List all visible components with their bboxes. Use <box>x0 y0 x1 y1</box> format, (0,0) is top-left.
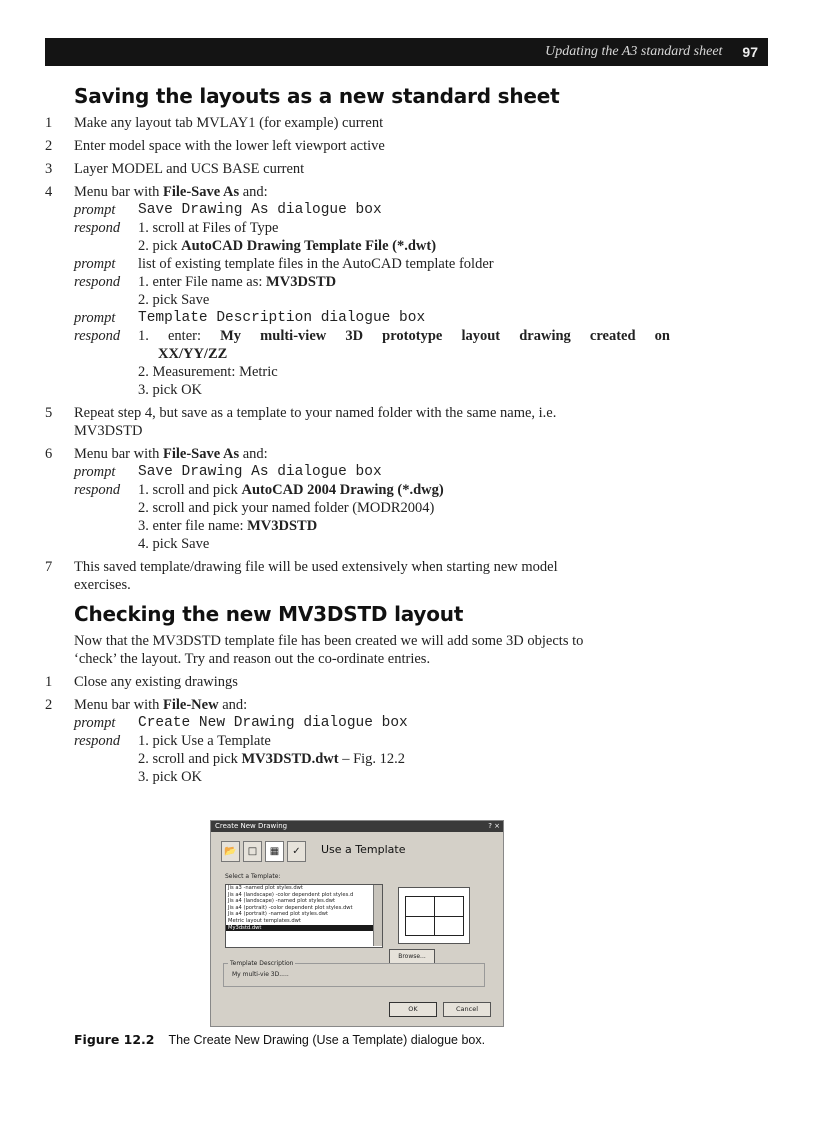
menu-command: File-New <box>163 697 219 713</box>
respond-bold: AutoCAD 2004 Drawing (*.dwg) <box>241 482 444 498</box>
page-content <box>45 84 670 791</box>
template-listbox[interactable] <box>225 884 383 948</box>
use-wizard-icon[interactable]: ✓ <box>287 841 306 862</box>
dialog-controls[interactable]: ? × <box>488 822 500 830</box>
section-heading-checking: Checking the new MV3DSTD layout <box>74 602 464 626</box>
respond-text: 1. scroll at Files of Type <box>138 220 279 236</box>
step-text: Layer MODEL and UCS BASE current <box>74 161 305 177</box>
listbox-scrollbar[interactable] <box>373 885 382 946</box>
respond-text: 1. pick Use a Template <box>138 733 271 749</box>
step-text: Close any existing drawings <box>74 674 238 690</box>
page-number: 97 <box>742 44 758 60</box>
start-from-scratch-icon[interactable]: □ <box>243 841 262 862</box>
step-text: MV3DSTD <box>74 423 143 439</box>
check-step-1 <box>45 673 670 691</box>
paragraph-line: ‘check’ the layout. Try and reason out the co-ordinate entries. <box>74 651 431 667</box>
respond-text: 1. enter File name as: <box>138 274 267 290</box>
step-text: Make any layout tab MVLAY1 (for example) current <box>74 115 384 131</box>
respond-text: 4. pick Save <box>138 536 210 552</box>
browse-button[interactable]: Browse... <box>389 949 435 964</box>
respond-bold: AutoCAD Drawing Template File (*.dwt) <box>181 238 437 254</box>
dialog-title: Create New Drawing <box>215 822 288 830</box>
prompt-label: prompt <box>74 310 116 326</box>
prompt-text: Create New Drawing dialogue box <box>138 715 408 731</box>
step-number: 6 <box>45 446 53 462</box>
menu-command: File-Save As <box>163 184 240 200</box>
prompt-text: Template Description dialogue box <box>138 310 426 326</box>
respond-label: respond <box>74 328 121 344</box>
step-text: and: <box>239 446 268 462</box>
description-value: My multi-vie 3D..... <box>232 971 289 978</box>
respond-text: 2. scroll and pick your named folder (MODR2004) <box>138 500 435 516</box>
header-title: Updating the A3 standard sheet <box>545 44 723 59</box>
open-drawing-icon[interactable]: 📂 <box>221 841 240 862</box>
respond-label: respond <box>74 274 121 290</box>
respond-text: 3. pick OK <box>138 382 203 398</box>
running-header <box>45 38 768 66</box>
section-heading-saving: Saving the layouts as a new standard sheet <box>74 84 560 108</box>
prompt-label: prompt <box>74 202 116 218</box>
dialog-title-bar <box>211 821 503 832</box>
respond-text: 3. enter file name: <box>138 518 248 534</box>
step-3 <box>45 160 670 178</box>
step-text: Menu bar with <box>74 697 163 713</box>
respond-bold: My multi-view 3D prototype layout drawing created on <box>220 328 670 344</box>
step-text: Enter model space with the lower left viewport active <box>74 138 385 154</box>
prompt-label: prompt <box>74 464 116 480</box>
step-number: 2 <box>45 138 53 154</box>
respond-text: 3. pick OK <box>138 769 203 785</box>
template-item[interactable]: Jis a4 (portrait) -named plot styles.dwt <box>228 911 329 918</box>
respond-bold: MV3DSTD <box>266 274 337 290</box>
step-text: Repeat step 4, but save as a template to your named folder with the same name, i.e. <box>74 405 557 421</box>
respond-text: 2. scroll and pick <box>138 751 242 767</box>
respond-text: 1. enter: <box>138 328 221 344</box>
use-template-label: Use a Template <box>321 843 406 856</box>
prompt-text: Save Drawing As dialogue box <box>138 202 382 218</box>
step-7 <box>45 558 670 594</box>
step-number: 1 <box>45 674 53 690</box>
respond-label: respond <box>74 733 121 749</box>
step-6 <box>45 445 670 553</box>
template-item-selected[interactable]: My3dstd.dwt <box>226 925 382 932</box>
select-template-label: Select a Template: <box>225 873 281 880</box>
respond-text: 2. Measurement: Metric <box>138 364 278 380</box>
respond-text: 2. pick Save <box>138 292 210 308</box>
intro-paragraph <box>45 632 670 668</box>
prompt-text: Save Drawing As dialogue box <box>138 464 382 480</box>
step-text: exercises. <box>74 577 131 593</box>
step-4 <box>45 183 670 399</box>
template-description-group <box>223 960 485 987</box>
ok-button[interactable]: OK <box>389 1002 437 1017</box>
prompt-label: prompt <box>74 715 116 731</box>
prompt-text: list of existing template files in the AutoCAD template folder <box>138 256 494 272</box>
caption-text: The Create New Drawing (Use a Template) dialogue box. <box>168 1033 486 1047</box>
respond-text: – Fig. 12.2 <box>338 751 406 767</box>
paragraph-line: Now that the MV3DSTD template file has been created we will add some 3D objects to <box>74 633 584 649</box>
step-number: 4 <box>45 184 53 200</box>
figure-caption <box>74 1032 485 1047</box>
figure-number: Figure 12.2 <box>74 1032 155 1047</box>
respond-label: respond <box>74 220 121 236</box>
step-number: 5 <box>45 405 53 421</box>
step-number: 7 <box>45 559 53 575</box>
prompt-label: prompt <box>74 256 116 272</box>
dialog-toolbar <box>221 841 306 862</box>
step-1 <box>45 114 670 132</box>
respond-text: 1. scroll and pick <box>138 482 242 498</box>
respond-label: respond <box>74 482 121 498</box>
respond-bold: XX/YY/ZZ <box>158 346 228 362</box>
use-template-icon[interactable]: ▦ <box>265 841 284 862</box>
step-text: and: <box>218 697 248 713</box>
step-text: and: <box>239 184 268 200</box>
step-text: Menu bar with <box>74 446 163 462</box>
respond-bold: MV3DSTD.dwt <box>241 751 339 767</box>
step-number: 1 <box>45 115 53 131</box>
step-text: Menu bar with <box>74 184 163 200</box>
step-5 <box>45 404 670 440</box>
step-number: 3 <box>45 161 53 177</box>
template-item[interactable]: Jis a4 (landscape) -named plot styles.dwt <box>228 898 336 905</box>
template-item[interactable]: Jis a4 (portrait) -color dependent plot styles.dwt <box>228 904 353 911</box>
template-item[interactable]: Jis a3 -named plot styles.dwt <box>228 885 303 891</box>
respond-text: 2. pick <box>138 238 182 254</box>
template-item[interactable]: Metric layout templates.dwt <box>228 917 301 924</box>
menu-command: File-Save As <box>163 446 240 462</box>
description-label: Template Description <box>230 960 294 967</box>
respond-bold: MV3DSTD <box>247 518 318 534</box>
step-number: 2 <box>45 697 53 713</box>
preview-grid <box>405 896 464 936</box>
check-step-2 <box>45 696 670 786</box>
template-preview <box>398 887 470 944</box>
step-2 <box>45 137 670 155</box>
step-text: This saved template/drawing file will be used extensively when starting new model <box>74 559 558 575</box>
template-item[interactable]: Jis a4 (landscape) -color dependent plot styles.d <box>228 891 354 898</box>
cancel-button[interactable]: Cancel <box>443 1002 491 1017</box>
create-new-drawing-dialog <box>210 820 504 1027</box>
